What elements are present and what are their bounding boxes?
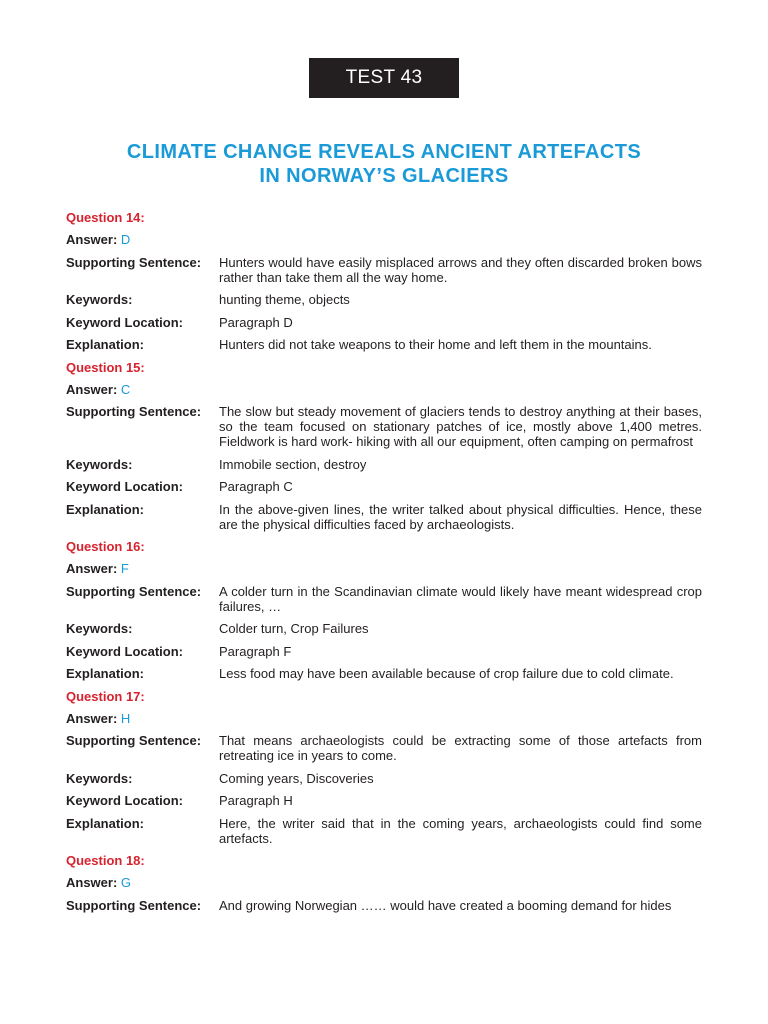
question-heading: Question 17: [66,688,145,704]
explanation-text: Less food may have been available because of crop failure due to cold climate. [219,666,674,681]
title-line-2: IN NORWAY’S GLACIERS [259,165,509,187]
keywords-row [66,771,702,786]
explanation-text: Here, the writer said that in the coming years, archaeologists could find some artefacts. [219,815,702,846]
supporting-sentence-text: The slow but steady movement of glaciers tends to destroy anything at their bases, so the team focused on stationary patches of ice, mostly above 1,400 metres. Fieldwork is hard work- hiking with all our equipment, often camping on permafrost [219,404,702,449]
keywords-row [66,621,702,636]
keyword-location-text: Paragraph D [219,314,293,330]
supporting-sentence-text: That means archaeologists could be extracting some of those artefacts from retreating ice in years to come. [219,733,702,763]
question-block-15 [66,360,702,532]
question-heading: Question 15: [66,359,145,375]
keyword-location-text: Paragraph F [219,643,292,659]
answer-row [66,711,702,726]
answer-letter: C [120,381,131,397]
supporting-sentence-label: Supporting Sentence: [66,733,202,748]
question-block-16 [66,539,702,681]
answer-label: Answer: [66,710,118,726]
answer-letter: H [120,710,131,726]
explanation-row [66,502,702,532]
answer-label: Answer: [66,381,118,397]
keywords-row [66,292,702,307]
answer-label: Answer: [66,232,118,247]
answer-key-content [66,210,702,920]
explanation-label: Explanation: [66,501,145,517]
keyword-location-row [66,644,702,659]
answer-row [66,382,702,397]
supporting-sentence-row [66,584,702,614]
page-title [0,140,768,188]
explanation-row [66,337,702,352]
question-heading: Question 16: [66,539,145,554]
keywords-row [66,457,702,472]
supporting-sentence-text: Hunters would have easily misplaced arrows and they often discarded broken bows rather than take them all the way home. [219,254,702,285]
supporting-sentence-row [66,733,702,763]
explanation-text: Hunters did not take weapons to their home and left them in the mountains. [219,337,652,352]
answer-letter: G [120,875,132,890]
explanation-text: In the above-given lines, the writer talked about physical difficulties. Hence, these are the physical difficulties faced by archaeologists. [219,501,702,532]
test-number-badge: TEST 43 [309,58,459,98]
answer-letter: D [120,232,131,247]
answer-label: Answer: [66,561,118,576]
supporting-sentence-text: A colder turn in the Scandinavian climate would likely have meant widespread crop failures, … [219,583,702,614]
question-block-14 [66,210,702,352]
keyword-location-row [66,479,702,494]
keyword-location-label: Keyword Location: [66,479,184,494]
supporting-sentence-row [66,404,702,449]
explanation-row [66,816,702,846]
keywords-text: Immobile section, destroy [219,456,367,472]
keywords-label: Keywords: [66,456,133,472]
supporting-sentence-text: And growing Norwegian …… would have created a booming demand for hides [219,897,672,913]
supporting-sentence-label: Supporting Sentence: [66,897,202,913]
question-block-18 [66,853,702,913]
keyword-location-row [66,793,702,808]
question-heading: Question 14: [66,210,145,225]
supporting-sentence-row [66,898,702,913]
explanation-label: Explanation: [66,337,145,352]
keywords-label: Keywords: [66,621,133,636]
answer-row [66,875,702,890]
supporting-sentence-row [66,255,702,285]
keyword-location-row [66,315,702,330]
supporting-sentence-label: Supporting Sentence: [66,583,202,599]
answer-row [66,232,702,247]
explanation-row [66,666,702,681]
question-heading: Question 18: [66,853,145,868]
title-line-1: CLIMATE CHANGE REVEALS ANCIENT ARTEFACTS [126,141,642,163]
explanation-label: Explanation: [66,815,145,831]
supporting-sentence-label: Supporting Sentence: [66,254,202,270]
keyword-location-label: Keyword Location: [66,314,184,330]
keywords-text: hunting theme, objects [219,292,350,307]
keyword-location-text: Paragraph H [219,793,293,808]
answer-row [66,561,702,576]
supporting-sentence-label: Supporting Sentence: [66,404,202,419]
answer-letter: F [120,561,129,576]
keyword-location-label: Keyword Location: [66,643,184,659]
question-block-17 [66,689,702,846]
keywords-text: Coming years, Discoveries [219,770,374,786]
keywords-label: Keywords: [66,770,133,786]
explanation-label: Explanation: [66,666,145,681]
keyword-location-text: Paragraph C [219,479,293,494]
answer-label: Answer: [66,875,118,890]
keyword-location-label: Keyword Location: [66,793,184,808]
keywords-label: Keywords: [66,292,133,307]
keywords-text: Colder turn, Crop Failures [219,621,369,636]
